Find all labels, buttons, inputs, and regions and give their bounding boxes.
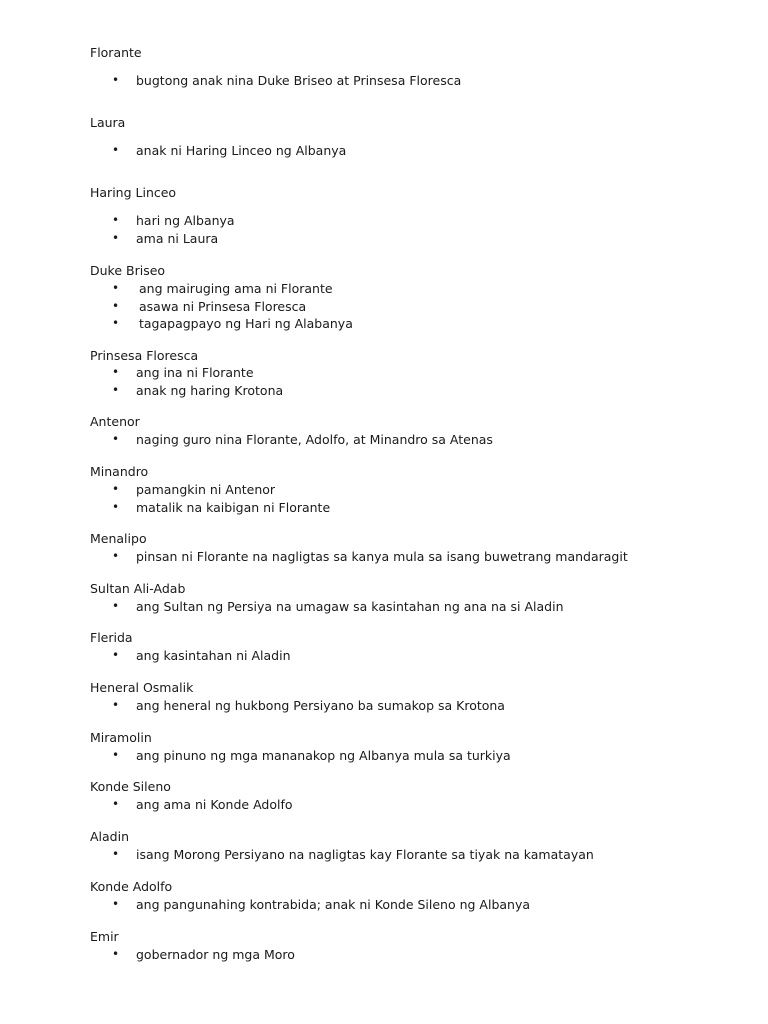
character-entry (90, 464, 730, 516)
character-entry (90, 115, 730, 160)
bullet-icon: • (112, 281, 120, 295)
description-list (90, 548, 730, 566)
bullet-icon: • (112, 549, 120, 563)
description-list (90, 364, 730, 399)
bullet-icon: • (112, 482, 120, 496)
character-name: Prinsesa Floresca (90, 348, 199, 363)
character-name: Florante (90, 45, 142, 60)
character-entry (90, 185, 730, 247)
list-item-text: ama ni Laura (136, 230, 219, 246)
character-entry (90, 829, 730, 864)
character-name: Aladin (90, 829, 130, 844)
list-item-text: ang mairuging ama ni Florante (139, 281, 333, 296)
description-list (90, 846, 730, 864)
list-item-text: ang kasintahan ni Aladin (136, 648, 291, 663)
character-entry (90, 630, 730, 665)
character-entry (90, 348, 730, 399)
description-list (90, 431, 730, 449)
list-item (90, 72, 730, 90)
list-item-text: naging guro nina Florante, Adolfo, at Minandro sa Atenas (136, 432, 493, 447)
character-entry (90, 263, 730, 333)
description-list (90, 697, 730, 715)
list-item (90, 364, 730, 382)
list-item-text: hari ng Albanya (136, 213, 235, 228)
list-item (90, 142, 730, 160)
character-name: Duke Briseo (90, 263, 166, 278)
character-name: Antenor (90, 414, 140, 429)
list-item (90, 382, 730, 400)
description-list (90, 647, 730, 665)
list-item (90, 548, 730, 566)
list-item-text: gobernador ng mga Moro (136, 947, 295, 962)
character-entry (90, 531, 730, 566)
list-item (90, 499, 730, 517)
list-item (90, 481, 730, 499)
character-name: Laura (90, 115, 126, 130)
list-item (90, 212, 730, 230)
description-list (90, 72, 730, 90)
character-entry (90, 414, 730, 449)
description-list (90, 280, 730, 333)
bullet-icon: • (112, 698, 120, 712)
character-entry (90, 45, 730, 90)
list-item-text: pamangkin ni Antenor (136, 482, 276, 497)
list-item-text: ang ama ni Konde Adolfo (136, 797, 293, 812)
bullet-icon: • (112, 213, 120, 227)
list-item-text: isang Morong Persiyano na nagligtas kay Florante sa tiyak na kamatayan (136, 847, 594, 862)
list-item (90, 896, 730, 914)
bullet-icon: • (112, 947, 120, 961)
bullet-icon: • (112, 748, 120, 762)
character-name: Minandro (90, 464, 149, 479)
character-entry (90, 730, 730, 765)
description-list (90, 747, 730, 765)
description-list (90, 946, 730, 964)
list-item (90, 598, 730, 616)
bullet-icon: • (112, 648, 120, 662)
character-name: Haring Linceo (90, 185, 177, 200)
bullet-icon: • (112, 897, 120, 911)
character-entry (90, 879, 730, 914)
list-item-text: matalik na kaibigan ni Florante (136, 499, 331, 515)
description-list (90, 896, 730, 914)
list-item (90, 846, 730, 864)
bullet-icon: • (112, 599, 120, 613)
character-name: Flerida (90, 630, 133, 645)
list-item (90, 946, 730, 964)
bullet-icon: • (112, 230, 120, 245)
list-item-text: ang heneral ng hukbong Persiyano ba sumakop sa Krotona (136, 698, 505, 713)
character-name: Menalipo (90, 531, 147, 546)
list-item (90, 747, 730, 765)
description-list (90, 796, 730, 814)
character-entry (90, 680, 730, 715)
character-entry (90, 779, 730, 814)
list-item (90, 796, 730, 814)
list-item-text: tagapagpayo ng Hari ng Alabanya (139, 316, 353, 331)
list-item (90, 697, 730, 715)
list-item-text: ang pinuno ng mga mananakop ng Albanya mula sa turkiya (136, 748, 511, 763)
bullet-icon: • (112, 73, 120, 87)
list-item-text: ang pangunahing kontrabida; anak ni Konde Sileno ng Albanya (136, 897, 531, 912)
bullet-icon: • (112, 316, 120, 330)
character-name: Sultan Ali-Adab (90, 581, 186, 596)
description-list (90, 598, 730, 616)
character-name: Konde Sileno (90, 779, 171, 794)
list-item (90, 647, 730, 665)
bullet-icon: • (112, 797, 120, 811)
description-list (90, 142, 730, 160)
list-item (90, 431, 730, 449)
list-item-text: anak ng haring Krotona (136, 382, 284, 398)
character-name: Konde Adolfo (90, 879, 173, 894)
bullet-icon: • (112, 365, 120, 379)
list-item-text: asawa ni Prinsesa Floresca (139, 298, 307, 314)
list-item-text: bugtong anak nina Duke Briseo at Prinsesa Floresca (136, 73, 462, 88)
bullet-icon: • (112, 382, 120, 397)
list-item-text: ang Sultan ng Persiya na umagaw sa kasintahan ng ana na si Aladin (136, 599, 564, 614)
character-entry (90, 929, 730, 964)
character-entry (90, 581, 730, 616)
bullet-icon: • (112, 499, 120, 514)
list-item-text: anak ni Haring Linceo ng Albanya (136, 143, 347, 158)
list-item-text: ang ina ni Florante (136, 365, 254, 380)
character-name: Emir (90, 929, 119, 944)
description-list (90, 481, 730, 516)
character-name: Heneral Osmalik (90, 680, 194, 695)
bullet-icon: • (112, 143, 120, 157)
description-list (90, 212, 730, 247)
list-item (90, 315, 730, 333)
list-item (90, 298, 730, 316)
bullet-icon: • (112, 298, 120, 313)
character-name: Miramolin (90, 730, 152, 745)
bullet-icon: • (112, 847, 120, 861)
list-item (90, 280, 730, 298)
list-item-text: pinsan ni Florante na nagligtas sa kanya mula sa isang buwetrang mandaragit (136, 549, 628, 564)
list-item (90, 230, 730, 248)
bullet-icon: • (112, 432, 120, 446)
